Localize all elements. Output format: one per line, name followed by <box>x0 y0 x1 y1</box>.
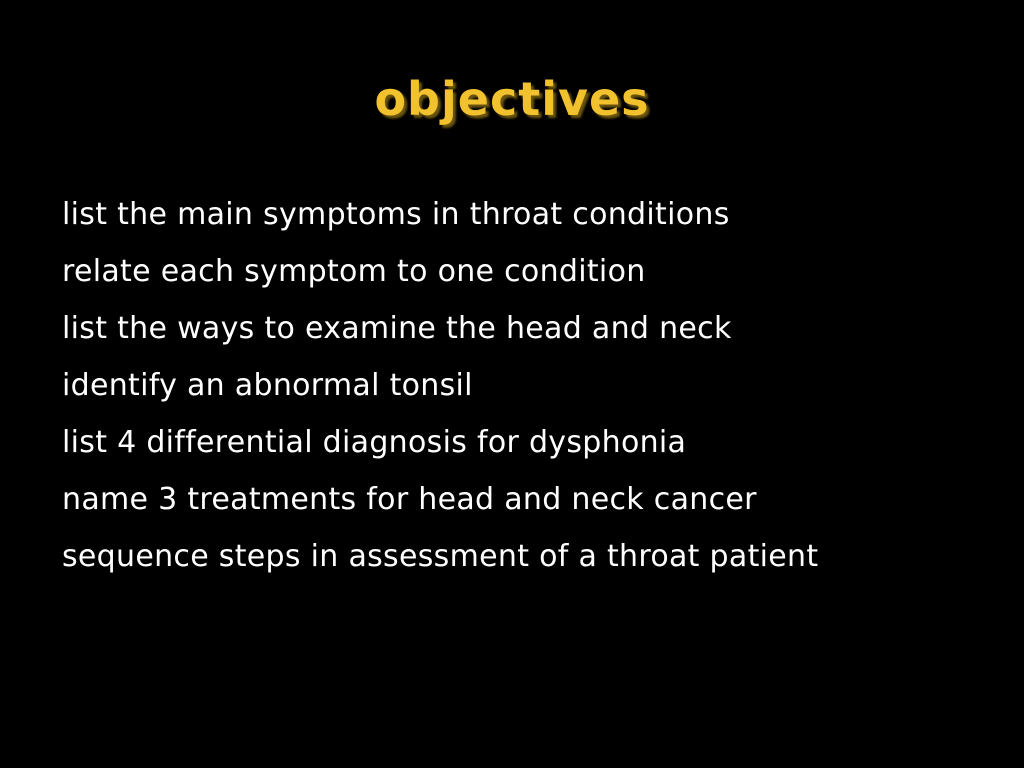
list-item: name 3 treatments for head and neck cancer <box>62 482 757 517</box>
slide-title: objectives <box>374 72 650 126</box>
list-item: identify an abnormal tonsil <box>62 368 473 403</box>
list-item: list the main symptoms in throat conditions <box>62 197 730 232</box>
list-item: sequence steps in assessment of a throat patient <box>62 539 819 574</box>
list-item: relate each symptom to one condition <box>62 254 646 289</box>
list-item: list 4 differential diagnosis for dysphonia <box>62 425 687 460</box>
list-item: list the ways to examine the head and neck <box>62 311 732 346</box>
objectives-list <box>62 186 1002 585</box>
